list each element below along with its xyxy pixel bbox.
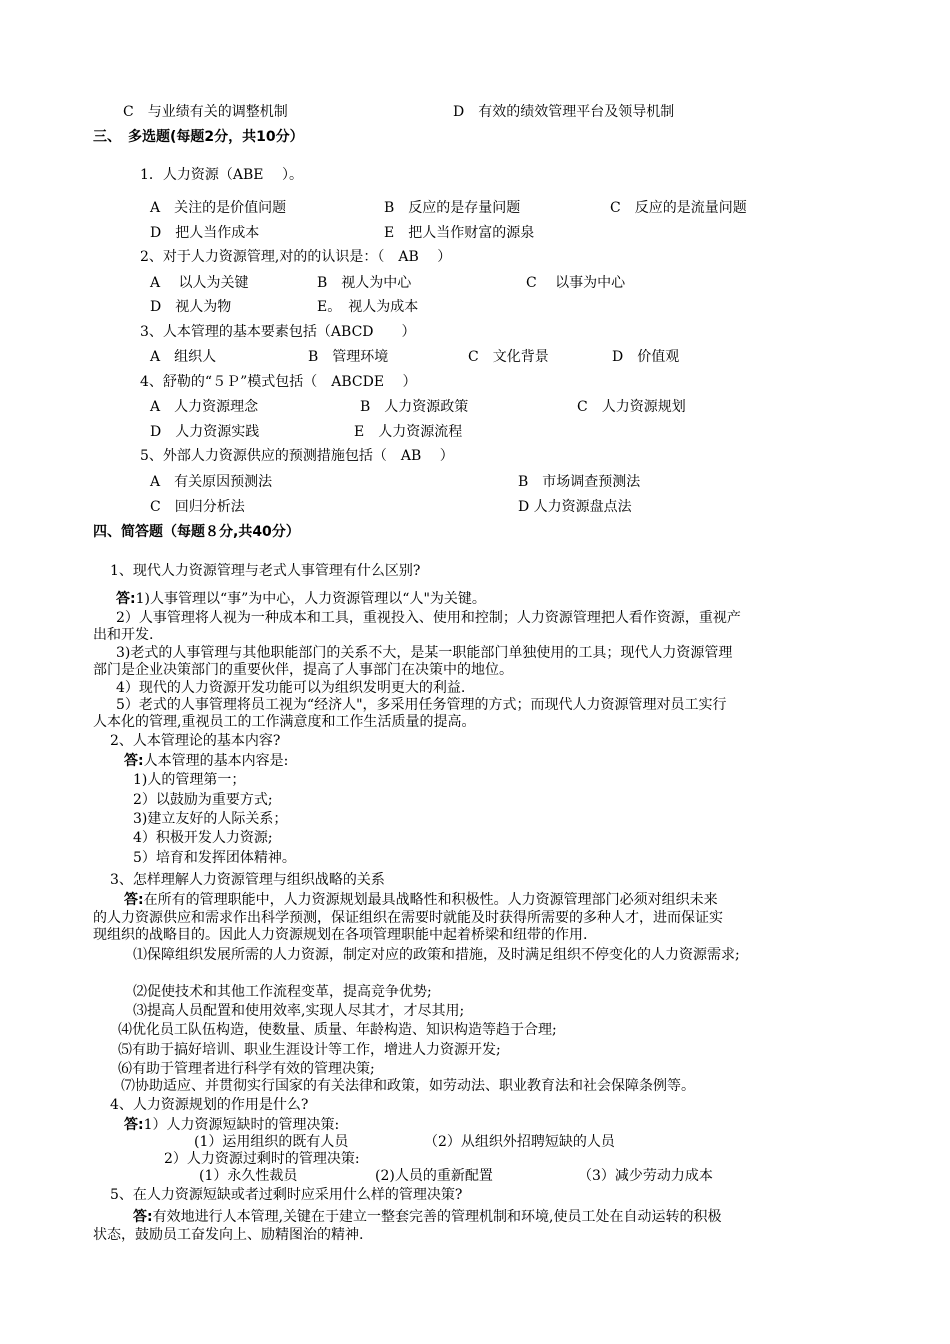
q3-2-option-d: D 视人为物 bbox=[150, 299, 232, 315]
section-3-title: 三、 多选题(每题2分，共10分） bbox=[93, 129, 304, 145]
q3-4-option-a: A 人力资源理念 bbox=[150, 399, 259, 415]
q4-2-intro: 答:人本管理的基本内容是: bbox=[124, 753, 289, 769]
q3-5-stem: 5、外部人力资源供应的预测措施包括（ AB ） bbox=[140, 448, 454, 464]
q3-5-option-b: B 市场调查预测法 bbox=[518, 474, 641, 490]
q4-3-answer-line-2: 的人力资源供应和需求作出科学预测，保证组织在需要时就能及时获得所需要的多种人才，进而保证实 bbox=[93, 910, 723, 926]
q3-3-option-d: D 价值观 bbox=[612, 349, 680, 365]
q4-3-item-2: ⑵促使技术和其他工作流程变革，提高竞争优势; bbox=[133, 984, 432, 1000]
q3-2-option-a: A 以人为关键 bbox=[150, 275, 249, 291]
q4-1-answer-line-5: 部门是企业决策部门的重要伙伴，提高了人事部门在决策中的地位。 bbox=[93, 662, 513, 678]
q4-2-item-3: 3)建立友好的人际关系； bbox=[133, 811, 288, 827]
section-4-title: 四、简答题（每题８分,共40分） bbox=[93, 524, 300, 540]
q4-2-item-2: 2）以鼓励为重要方式; bbox=[133, 792, 273, 808]
q4-5-answer-line-1: 答:有效地进行人本管理,关键在于建立一整套完善的管理机制和环境,使员工处在自动运转的积极 bbox=[133, 1209, 722, 1225]
q4-5-answer-line-2: 状态，鼓励员工奋发向上、励精图治的精神. bbox=[93, 1227, 364, 1243]
q4-2-item-4: 4）积极开发人力资源; bbox=[133, 830, 273, 846]
option-d: D 有效的绩效管理平台及领导机制 bbox=[453, 104, 675, 120]
q3-2-option-b: B 视人为中心 bbox=[317, 275, 412, 291]
q4-3-item-7: ⑺协助适应、并贯彻实行国家的有关法律和政策，如劳动法、职业教育法和社会保障条例等。 bbox=[121, 1078, 695, 1094]
q4-1-question: 1、现代人力资源管理与老式人事管理有什么区别? bbox=[110, 563, 421, 579]
q3-4-option-e: E 人力资源流程 bbox=[354, 424, 463, 440]
q4-1-answer-line-4: 3)老式的人事管理与其他职能部门的关系不大，是某一职能部门单独使用的工具；现代人力资源管理 bbox=[116, 645, 733, 661]
q3-4-option-d: D 人力资源实践 bbox=[150, 424, 260, 440]
q4-3-item-3: ⑶提高人员配置和使用效率,实现人尽其才，才尽其用; bbox=[133, 1003, 465, 1019]
answer-label: 答: bbox=[124, 753, 144, 769]
q3-3-option-c: C 文化背景 bbox=[468, 349, 549, 365]
q4-3-answer-line-1: 答:在所有的管理职能中，人力资源规划最具战略性和积极性。人力资源管理部门必须对组织未来 bbox=[124, 892, 718, 908]
answer-label: 答: bbox=[133, 1209, 153, 1225]
answer-label: 答: bbox=[124, 1117, 144, 1133]
option-c: C 与业绩有关的调整机制 bbox=[123, 104, 288, 120]
q3-3-option-b: B 管理环境 bbox=[308, 349, 389, 365]
q3-1-option-e: E 把人当作财富的源泉 bbox=[384, 225, 535, 241]
q4-1-answer-line-1: 答:1)人事管理以“事”为中心，人力资源管理以“人"为关键。 bbox=[116, 591, 486, 607]
q4-2-question: 2、人本管理论的基本内容? bbox=[110, 733, 281, 749]
q4-4-question: 4、人力资源规划的作用是什么? bbox=[110, 1097, 309, 1113]
q4-3-item-6: ⑹有助于管理者进行科学有效的管理决策; bbox=[118, 1061, 375, 1077]
q4-2-item-1: 1)人的管理第一； bbox=[133, 772, 246, 788]
q4-3-item-1: ⑴保障组织发展所需的人力资源，制定对应的政策和措施，及时满足组织不停变化的人力资源需求; bbox=[133, 947, 740, 963]
q3-4-option-b: B 人力资源政策 bbox=[360, 399, 469, 415]
q3-2-option-c: C 以事为中心 bbox=[526, 275, 626, 291]
q3-2-option-e: E。 视人为成本 bbox=[317, 299, 419, 315]
q4-4-answer-line-1: 答:1）人力资源短缺时的管理决策: bbox=[124, 1117, 340, 1133]
q4-4-option-1b: （2）从组织外招聘短缺的人员 bbox=[424, 1134, 615, 1150]
q4-3-item-4: ⑷优化员工队伍构造，使数量、质量、年龄构造、知识构造等趋于合理; bbox=[118, 1022, 557, 1038]
q4-5-question: 5、在人力资源短缺或者过剩时应采用什么样的管理决策? bbox=[110, 1187, 463, 1203]
q4-4-answer-line-2: 2）人力资源过剩时的管理决策: bbox=[164, 1151, 360, 1167]
answer-label: 答: bbox=[116, 591, 136, 607]
q4-4-option-2c: （3）减少劳动力成本 bbox=[578, 1168, 713, 1184]
q3-5-option-c: C 回归分析法 bbox=[150, 499, 245, 515]
q3-1-option-d: D 把人当作成本 bbox=[150, 225, 260, 241]
q3-3-stem: 3、人本管理的基本要素包括（ABCD ） bbox=[140, 324, 416, 340]
q3-4-stem: 4、舒勒的“５Ｐ”模式包括（ ABCDE ） bbox=[140, 374, 417, 390]
q4-3-item-5: ⑸有助于搞好培训、职业生涯设计等工作，增进人力资源开发; bbox=[118, 1042, 501, 1058]
q4-4-option-2b: (2)人员的重新配置 bbox=[375, 1168, 493, 1184]
q4-1-answer-line-7: 5）老式的人事管理将员工视为“经济人"，多采用任务管理的方式；而现代人力资源管理对员工实行 bbox=[116, 697, 727, 713]
q4-1-answer-line-8: 人本化的管理,重视员工的工作满意度和工作生活质量的提高。 bbox=[93, 714, 476, 730]
q3-1-stem: 1．人力资源（ABE ）。 bbox=[140, 167, 303, 183]
q3-4-option-c: C 人力资源规划 bbox=[577, 399, 686, 415]
q3-1-option-a: A 关注的是价值问题 bbox=[150, 200, 287, 216]
q4-1-answer-line-6: 4）现代的人力资源开发功能可以为组织发明更大的利益. bbox=[116, 680, 466, 696]
q4-3-question: 3、怎样理解人力资源管理与组织战略的关系 bbox=[110, 872, 385, 888]
q3-5-option-d: D 人力资源盘点法 bbox=[518, 499, 632, 515]
q4-3-answer-line-3: 现组织的战略目的。因此人力资源规划在各项管理职能中起着桥梁和纽带的作用. bbox=[93, 927, 588, 943]
q4-2-item-5: 5）培育和发挥团体精神。 bbox=[133, 850, 296, 866]
q3-2-stem: 2、对于人力资源管理,对的的认识是：（ AB ） bbox=[140, 249, 452, 265]
q4-1-answer-line-2: 2）人事管理将人视为一种成本和工具，重视投入、使用和控制；人力资源管理把人看作资源，重视产 bbox=[116, 610, 741, 626]
q3-1-option-c: C 反应的是流量问题 bbox=[610, 200, 747, 216]
q4-4-option-1a: (1）运用组织的既有人员 bbox=[194, 1134, 349, 1150]
q4-4-option-2a: (1）永久性裁员 bbox=[199, 1168, 298, 1184]
answer-label: 答: bbox=[124, 892, 144, 908]
q3-3-option-a: A 组织人 bbox=[150, 349, 217, 365]
q3-5-option-a: A 有关原因预测法 bbox=[150, 474, 273, 490]
q3-1-option-b: B 反应的是存量问题 bbox=[384, 200, 521, 216]
q4-1-answer-line-3: 出和开发. bbox=[93, 627, 154, 643]
